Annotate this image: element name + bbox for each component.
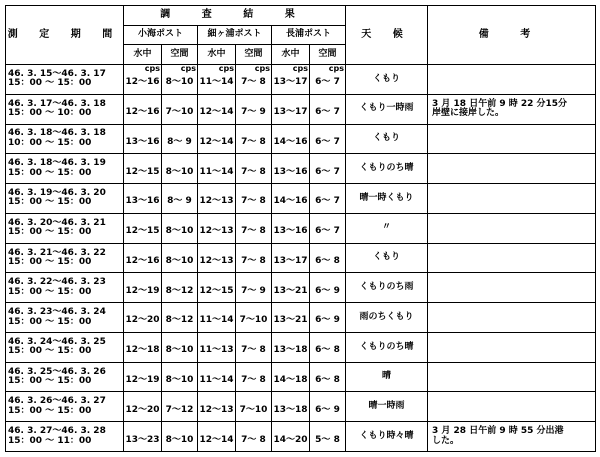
period-dates: 46. 3. 15～46. 3. 17: [8, 68, 106, 79]
period-times: 15：00 ～ 15：00: [8, 316, 92, 327]
value-air: 6～ 7: [315, 196, 340, 207]
weather-cell: くもり: [346, 243, 428, 273]
value-air-cell: [162, 243, 198, 273]
value-water-cell: [198, 303, 236, 333]
value-water-cell: [124, 94, 162, 124]
value-air-cell: [162, 332, 198, 362]
value-water: 12～16: [125, 107, 160, 118]
header-period: 測 定 期 間: [6, 6, 124, 65]
value-water-cell: [272, 94, 310, 124]
value-air: 6～ 8: [315, 374, 340, 385]
period-times: 15：00 ～ 15：00: [8, 197, 92, 208]
period-times: 10：00 ～ 15：00: [8, 137, 92, 148]
value-water-cell: [124, 332, 162, 362]
value-air-cell: [310, 94, 346, 124]
value-air: 6～ 7: [315, 226, 340, 237]
period-cell: [6, 273, 124, 303]
value-air: 7～ 8: [241, 345, 266, 356]
value-air-cell: [162, 422, 198, 452]
period-dates: 46. 3. 22～46. 3. 23: [8, 277, 106, 288]
weather-cell: 晴: [346, 362, 428, 392]
period-times: 15：00 ～ 15：00: [8, 286, 92, 297]
value-air-cell: [310, 303, 346, 333]
value-air: 6～ 9: [315, 315, 340, 326]
value-water-cell: [272, 213, 310, 243]
table-row: [6, 184, 596, 214]
period-times: 15：00 ～ 15：00: [8, 167, 92, 178]
value-air: 6～ 9: [315, 404, 340, 415]
value-water-cell: [198, 184, 236, 214]
value-water-cell: [198, 362, 236, 392]
value-water-cell: [272, 243, 310, 273]
value-air: 6～ 8: [315, 345, 340, 356]
value-air-cell: [236, 124, 272, 154]
value-water-cell: [272, 273, 310, 303]
value-water-cell: [198, 422, 236, 452]
value-air: 8～10: [165, 226, 194, 237]
value-water: 12～18: [125, 345, 160, 356]
value-air: 7～ 8: [241, 374, 266, 385]
table-row: [6, 213, 596, 243]
value-air: 8～10: [165, 77, 194, 88]
period-times: 15：00 ～ 15：00: [8, 78, 92, 89]
value-water: 14～20: [273, 434, 308, 445]
value-air: 8～10: [165, 434, 194, 445]
value-water-cell: [272, 124, 310, 154]
remarks-line: 3 月 18 日午前 9 時 22 分15分: [432, 98, 568, 109]
value-water: 12～14: [199, 136, 234, 147]
value-water: 12～15: [125, 166, 160, 177]
value-air-cell: [236, 213, 272, 243]
value-air: 8～ 9: [167, 136, 192, 147]
value-air: 6～ 9: [315, 285, 340, 296]
value-water-cell: [198, 124, 236, 154]
remarks-line: 岸壁に接岸した。: [432, 108, 505, 119]
table-row: [6, 65, 596, 95]
weather-cell: くもりのち雨: [346, 273, 428, 303]
value-water-cell: [198, 273, 236, 303]
value-water-cell: [198, 332, 236, 362]
period-cell: [6, 124, 124, 154]
value-air: 7～ 9: [241, 285, 266, 296]
value-air-cell: [310, 213, 346, 243]
value-water: 11～14: [199, 374, 234, 385]
value-air-cell: [236, 273, 272, 303]
period-cell: [6, 332, 124, 362]
weather-cell: くもり一時雨: [346, 94, 428, 124]
remarks-cell: [428, 303, 596, 333]
value-air-cell: [236, 392, 272, 422]
value-water-cell: [124, 392, 162, 422]
header-air: 空間: [310, 45, 346, 65]
value-air: 7～ 8: [241, 255, 266, 266]
value-water: 11～13: [199, 345, 234, 356]
value-air-cell: [162, 154, 198, 184]
period-cell: [6, 184, 124, 214]
value-water-cell: [272, 303, 310, 333]
value-air-cell: [162, 303, 198, 333]
value-air-cell: [310, 184, 346, 214]
value-water: 11～14: [199, 77, 234, 88]
value-water-cell: [124, 184, 162, 214]
table-row: [6, 392, 596, 422]
value-air: 6～ 7: [315, 107, 340, 118]
value-water: 12～13: [199, 404, 234, 415]
value-water-cell: [124, 273, 162, 303]
value-air-cell: [236, 94, 272, 124]
value-air: 8～12: [165, 315, 194, 326]
header-post-koumi: 小海ポスト: [124, 26, 198, 45]
value-water: 12～14: [199, 434, 234, 445]
value-air: 8～ 9: [167, 196, 192, 207]
remarks-cell: [428, 362, 596, 392]
period-cell: [6, 65, 124, 95]
weather-cell: 雨のちくもり: [346, 303, 428, 333]
remarks-cell: [428, 243, 596, 273]
value-air: 7～ 9: [241, 107, 266, 118]
value-air: 6～ 8: [315, 255, 340, 266]
value-water: 13～21: [273, 315, 308, 326]
value-air-cell: [236, 303, 272, 333]
value-water: 12～13: [199, 196, 234, 207]
period-dates: 46. 3. 17～46. 3. 18: [8, 98, 106, 109]
value-water-cell: [272, 422, 310, 452]
value-water-cell: [198, 65, 236, 95]
period-times: 15：00 ～ 15：00: [8, 405, 92, 416]
value-air: 7～12: [165, 404, 194, 415]
header-post-hosogaura: 細ヶ浦ポスト: [198, 26, 272, 45]
value-air-cell: [310, 362, 346, 392]
value-water: 12～20: [125, 404, 160, 415]
table-row: [6, 124, 596, 154]
value-air: 7～ 8: [241, 226, 266, 237]
value-water: 12～20: [125, 315, 160, 326]
weather-cell: くもりのち晴: [346, 154, 428, 184]
remarks-line: した。: [432, 435, 460, 446]
header-post-nagaura: 長浦ポスト: [272, 26, 346, 45]
value-water: 12～14: [199, 107, 234, 118]
value-water-cell: [124, 154, 162, 184]
value-water: 13～17: [273, 255, 308, 266]
value-air-cell: [236, 332, 272, 362]
value-air-cell: [310, 422, 346, 452]
survey-table: [5, 5, 596, 452]
value-air: 6～ 7: [315, 136, 340, 147]
value-water: 13～23: [125, 434, 160, 445]
weather-cell: くもり: [346, 65, 428, 95]
value-air-cell: [236, 362, 272, 392]
weather-cell: くもり: [346, 124, 428, 154]
value-water-cell: [272, 184, 310, 214]
header-air: 空間: [162, 45, 198, 65]
value-air: 7～ 8: [241, 196, 266, 207]
value-water: 13～21: [273, 285, 308, 296]
remarks-cell: [428, 184, 596, 214]
value-water-cell: [124, 422, 162, 452]
period-dates: 46. 3. 18～46. 3. 18: [8, 128, 106, 139]
remarks-cell: [428, 213, 596, 243]
period-cell: [6, 154, 124, 184]
weather-cell: 〃: [346, 213, 428, 243]
table-row: [6, 303, 596, 333]
value-air: 5～ 8: [315, 434, 340, 445]
value-water-cell: [198, 154, 236, 184]
value-air: 8～10: [165, 255, 194, 266]
period-dates: 46. 3. 25～46. 3. 26: [8, 366, 106, 377]
header-survey-result: 調 査 結 果: [124, 6, 346, 26]
value-water: 12～16: [125, 77, 160, 88]
period-times: 15：00 ～ 11：00: [8, 435, 92, 446]
value-water-cell: [198, 213, 236, 243]
value-air: 7～ 8: [241, 136, 266, 147]
table-row: [6, 422, 596, 452]
period-times: 15：00 ～ 15：00: [8, 227, 92, 238]
value-air-cell: [310, 243, 346, 273]
value-water: 13～16: [125, 196, 160, 207]
value-water: 13～17: [273, 107, 308, 118]
value-air: 7～10: [165, 107, 194, 118]
value-water: 13～18: [273, 404, 308, 415]
value-water-cell: [198, 94, 236, 124]
header-water: 水中: [272, 45, 310, 65]
value-air: 7～ 8: [241, 77, 266, 88]
period-cell: [6, 94, 124, 124]
period-cell: [6, 303, 124, 333]
period-dates: 46. 3. 18～46. 3. 19: [8, 158, 106, 169]
value-water-cell: [272, 154, 310, 184]
value-air-cell: [162, 213, 198, 243]
value-water: 12～19: [125, 285, 160, 296]
weather-cell: 晴一時くもり: [346, 184, 428, 214]
header-remarks: 備 考: [428, 6, 596, 65]
value-air: 6～ 7: [315, 77, 340, 88]
value-air-cell: [236, 154, 272, 184]
value-water-cell: [124, 303, 162, 333]
period-dates: 46. 3. 19～46. 3. 20: [8, 188, 106, 198]
value-water: 12～15: [125, 226, 160, 237]
remarks-cell: [428, 332, 596, 362]
remarks-cell: [428, 154, 596, 184]
period-cell: [6, 213, 124, 243]
table-row: [6, 362, 596, 392]
period-times: 15：00 ～ 15：00: [8, 346, 92, 357]
header-water: 水中: [124, 45, 162, 65]
value-water: 12～13: [199, 226, 234, 237]
table-row: [6, 243, 596, 273]
value-water: 12～15: [199, 285, 234, 296]
unit-label: cps: [180, 64, 196, 73]
value-air-cell: [162, 124, 198, 154]
unit-label: cps: [218, 64, 234, 73]
value-water: 11～14: [199, 315, 234, 326]
value-air-cell: [310, 124, 346, 154]
value-air: 8～12: [165, 285, 194, 296]
value-water-cell: [124, 124, 162, 154]
value-air-cell: [162, 94, 198, 124]
value-water-cell: [198, 392, 236, 422]
value-water: 12～19: [125, 374, 160, 385]
table-row: [6, 94, 596, 124]
value-water: 14～16: [273, 136, 308, 147]
value-air: 7～ 8: [241, 166, 266, 177]
unit-label: cps: [292, 64, 308, 73]
table-row: [6, 154, 596, 184]
value-water: 13～16: [273, 226, 308, 237]
period-dates: 46. 3. 26～46. 3. 27: [8, 396, 106, 407]
period-cell: [6, 392, 124, 422]
value-air-cell: [236, 184, 272, 214]
value-water-cell: [272, 332, 310, 362]
value-water-cell: [124, 362, 162, 392]
value-air-cell: [162, 65, 198, 95]
unit-label: cps: [328, 64, 345, 73]
period-dates: 46. 3. 27～46. 3. 28: [8, 426, 106, 437]
value-air-cell: [236, 65, 272, 95]
value-water-cell: [198, 243, 236, 273]
value-air: 7～ 8: [241, 434, 266, 445]
value-water: 13～16: [273, 166, 308, 177]
table-row: [6, 332, 596, 362]
period-dates: 46. 3. 24～46. 3. 25: [8, 336, 106, 347]
header-air: 空間: [236, 45, 272, 65]
header-water: 水中: [198, 45, 236, 65]
value-air-cell: [162, 362, 198, 392]
value-air: 7～10: [239, 404, 268, 415]
value-air: 8～10: [165, 345, 194, 356]
value-air: 6～ 7: [315, 166, 340, 177]
value-water-cell: [272, 362, 310, 392]
value-air: 8～10: [165, 166, 194, 177]
value-air-cell: [236, 422, 272, 452]
value-water: 13～18: [273, 345, 308, 356]
value-water: 14～16: [273, 196, 308, 207]
value-air-cell: [310, 392, 346, 422]
value-water: 11～14: [199, 166, 234, 177]
remarks-cell: [428, 124, 596, 154]
header-weather: 天 候: [346, 6, 428, 65]
period-cell: [6, 362, 124, 392]
period-times: 15：00 ～ 15：00: [8, 256, 92, 267]
period-dates: 46. 3. 20～46. 3. 21: [8, 217, 106, 228]
value-water-cell: [272, 65, 310, 95]
weather-cell: くもりのち晴: [346, 332, 428, 362]
value-air-cell: [162, 273, 198, 303]
remarks-cell: [428, 392, 596, 422]
period-cell: [6, 243, 124, 273]
value-air: 7～10: [239, 315, 268, 326]
value-air-cell: [310, 65, 346, 95]
remarks-cell: [428, 422, 596, 452]
value-air-cell: [310, 273, 346, 303]
remarks-cell: [428, 273, 596, 303]
value-air-cell: [310, 154, 346, 184]
value-water: 12～13: [199, 255, 234, 266]
value-water-cell: [124, 213, 162, 243]
value-air-cell: [236, 243, 272, 273]
value-water-cell: [124, 65, 162, 95]
value-water: 13～16: [125, 136, 160, 147]
value-air-cell: [162, 392, 198, 422]
unit-label: cps: [144, 64, 160, 73]
value-water-cell: [272, 392, 310, 422]
weather-cell: 晴一時雨: [346, 392, 428, 422]
unit-label: cps: [254, 64, 270, 73]
period-cell: [6, 422, 124, 452]
remarks-cell: [428, 94, 596, 124]
value-water: 14～18: [273, 374, 308, 385]
remarks-line: 3 月 28 日午前 9 時 55 分出港: [432, 426, 564, 437]
period-dates: 46. 3. 23～46. 3. 24: [8, 307, 106, 318]
period-dates: 46. 3. 21～46. 3. 22: [8, 247, 106, 258]
table-row: [6, 273, 596, 303]
period-times: 15：00 ～ 15：00: [8, 376, 92, 387]
period-times: 15：00 ～ 10：00: [8, 108, 92, 119]
value-air: 8～10: [165, 374, 194, 385]
value-water-cell: [124, 243, 162, 273]
value-water: 12～16: [125, 255, 160, 266]
value-air-cell: [310, 332, 346, 362]
value-air-cell: [162, 184, 198, 214]
weather-cell: くもり時々晴: [346, 422, 428, 452]
remarks-cell: [428, 65, 596, 95]
value-water: 13～17: [273, 77, 308, 88]
